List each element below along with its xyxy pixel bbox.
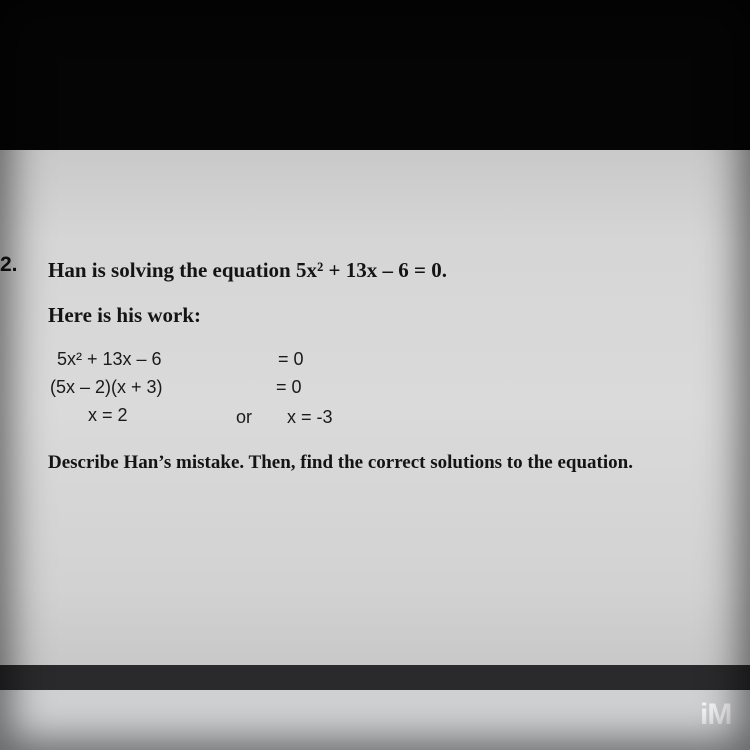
monitor-bezel	[0, 0, 750, 150]
footer-bar	[0, 690, 750, 750]
work-line-3-or: or	[236, 407, 253, 427]
worksheet	[0, 150, 750, 665]
work-line-2-result: = 0	[276, 377, 302, 397]
work-line-1-result: = 0	[278, 349, 304, 369]
work-intro: Here is his work:	[48, 303, 202, 327]
problem-statement: Han is solving the equation 5x² + 13x – 6 = 0.	[48, 258, 447, 282]
work-line-3-solution-b: x = -3	[287, 407, 333, 427]
question-number: 2.	[0, 253, 18, 276]
footer-divider	[0, 665, 750, 690]
work-line-3-solution-a: x = 2	[88, 405, 128, 425]
task-instruction: Describe Han’s mistake. Then, find the correct solutions to the equation.	[48, 452, 633, 473]
work-line-2-expression: (5x – 2)(x + 3)	[50, 377, 163, 397]
work-line-1-expression: 5x² + 13x – 6	[57, 349, 162, 369]
footer-logo: iM	[700, 698, 732, 731]
